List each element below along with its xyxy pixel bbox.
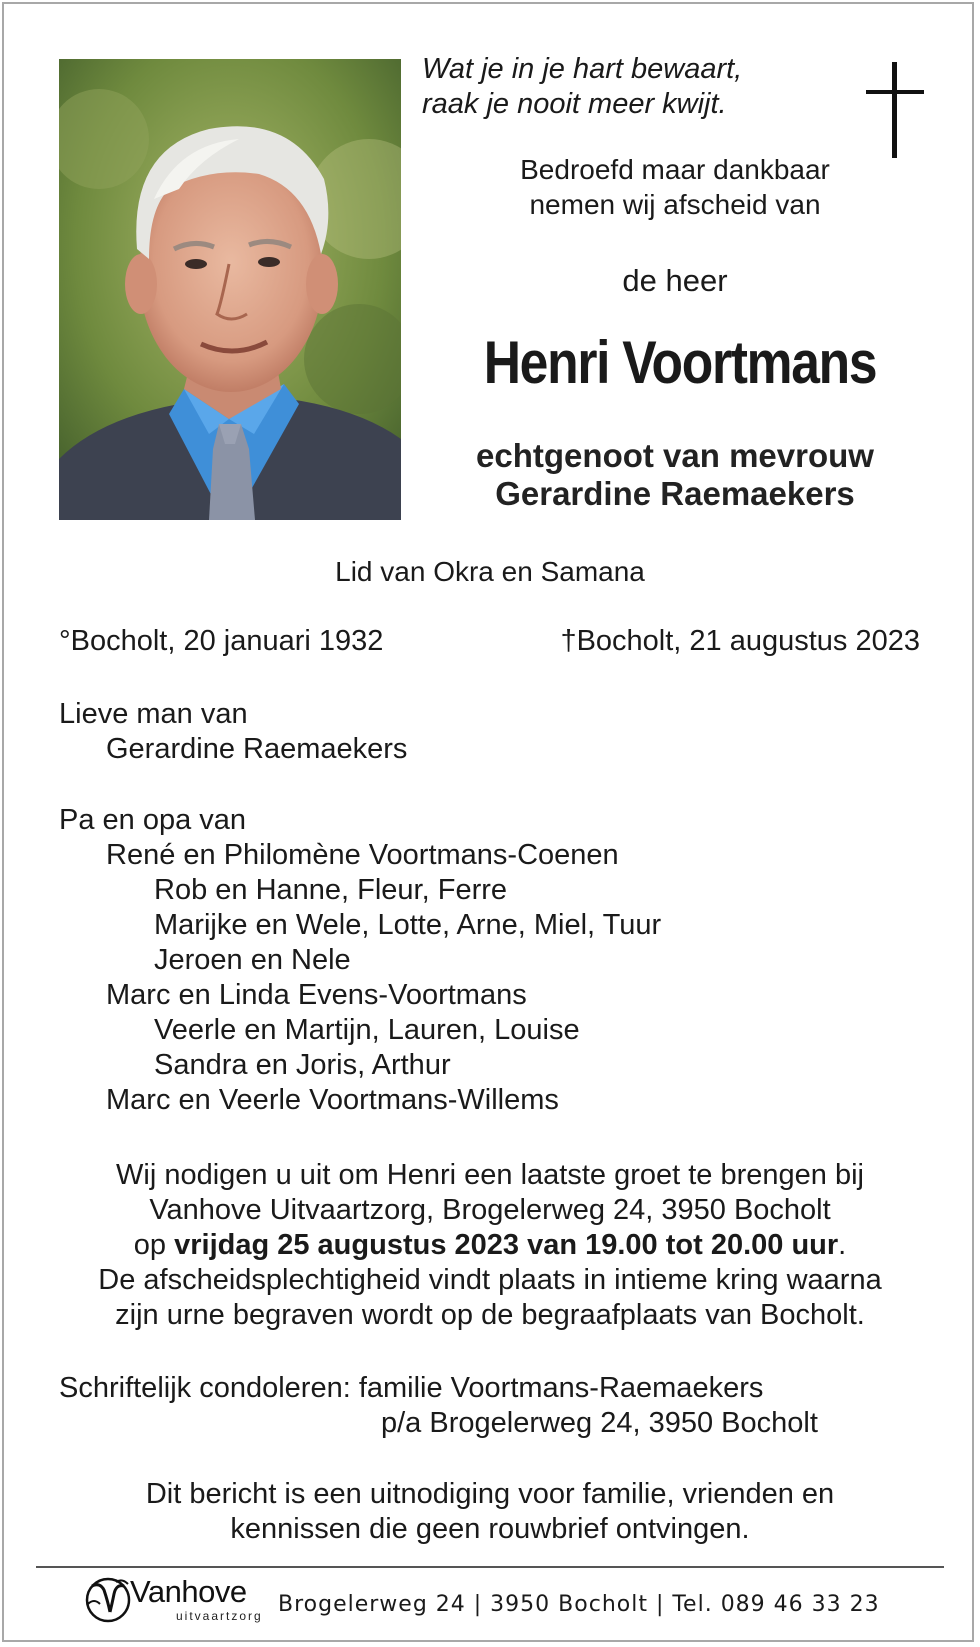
invitation-date-time: vrijdag 25 augustus 2023 van 19.00 tot 20.00 uur — [174, 1229, 839, 1261]
membership-text: Lid van Okra en Samana — [335, 556, 645, 587]
logo-subtitle: uitvaartzorg — [176, 1609, 263, 1623]
notice-line-1: Dit bericht is een uitnodiging voor familie, vrienden en — [145, 1478, 835, 1510]
intro-line-2: nemen wij afscheid van — [529, 189, 821, 220]
condolence-info — [59, 1371, 818, 1441]
spouse-line-2: Gerardine Raemaekers — [495, 475, 855, 512]
invitation-line-5: zijn urne begraven wordt op de begraafplaats van Bocholt. — [115, 1299, 865, 1331]
vanhove-logo — [82, 1572, 267, 1630]
invitation-text — [30, 1158, 950, 1333]
spouse-line-1: echtgenoot van mevrouw — [476, 437, 874, 474]
memorial-quote — [422, 52, 742, 122]
family-line: Marijke en Wele, Lotte, Arne, Miel, Tuur — [154, 909, 662, 941]
death-info: †Bocholt, 21 augustus 2023 — [560, 625, 920, 657]
invitation-suffix: . — [838, 1229, 847, 1261]
family-line: Sandra en Joris, Arthur — [154, 1049, 451, 1081]
invitation-line-3 — [30, 1228, 950, 1263]
footer-divider — [36, 1566, 944, 1568]
intro-line-1: Bedroefd maar dankbaar — [520, 154, 830, 185]
condolence-address: p/a Brogelerweg 24, 3950 Bocholt — [381, 1407, 818, 1439]
intro-text — [420, 152, 930, 222]
husband-heading: Lieve man van — [59, 698, 248, 730]
family-line: Rob en Hanne, Fleur, Ferre — [154, 874, 508, 906]
vanhove-logo-icon — [82, 1574, 134, 1626]
family-line: René en Philomène Voortmans-Coenen — [106, 839, 619, 871]
footer-contact: Brogelerweg 24 | 3950 Bocholt | Tel. 089 46 33 23 — [278, 1592, 880, 1617]
deceased-name: Henri Voortmans — [483, 329, 877, 396]
portrait-photo — [59, 59, 401, 520]
logo-name: Vanhove — [130, 1574, 247, 1609]
parent-heading: Pa en opa van — [59, 804, 247, 836]
cross-icon — [866, 62, 924, 158]
quote-line-2: raak je nooit meer kwijt. — [422, 88, 727, 120]
invitation-prefix: op — [133, 1229, 175, 1261]
quote-line-1: Wat je in je hart bewaart, — [422, 53, 743, 85]
family-line: Marc en Veerle Voortmans-Willems — [106, 1084, 559, 1116]
wife-name: Gerardine Raemaekers — [106, 733, 408, 765]
spouse-info — [420, 437, 930, 513]
family-line: Veerle en Martijn, Lauren, Louise — [154, 1014, 580, 1046]
condolence-line-1: Schriftelijk condoleren: familie Voortmans-Raemaekers — [59, 1372, 764, 1404]
invitation-line-4: De afscheidsplechtigheid vindt plaats in intieme kring waarna — [98, 1264, 882, 1296]
family-line: Marc en Linda Evens-Voortmans — [106, 979, 527, 1011]
notice-text — [30, 1477, 950, 1547]
family-list — [59, 697, 661, 1118]
title-text: de heer — [622, 263, 728, 298]
birth-info: °Bocholt, 20 januari 1932 — [59, 625, 384, 657]
notice-line-2: kennissen die geen rouwbrief ontvingen. — [230, 1513, 750, 1545]
invitation-line-1: Wij nodigen u uit om Henri een laatste groet te brengen bij — [116, 1159, 864, 1191]
family-line: Jeroen en Nele — [154, 944, 351, 976]
invitation-line-2: Vanhove Uitvaartzorg, Brogelerweg 24, 3950 Bocholt — [149, 1194, 831, 1226]
